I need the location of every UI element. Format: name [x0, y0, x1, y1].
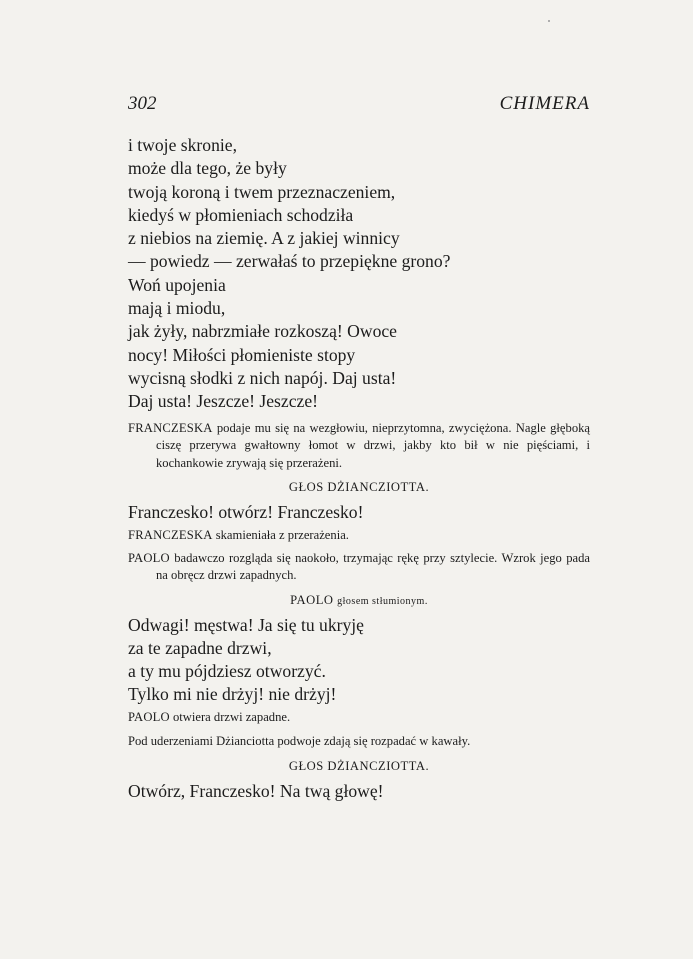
stage-direction	[128, 527, 590, 545]
verse-block	[128, 501, 590, 524]
page-number: 302	[128, 93, 157, 114]
verse-line: Otwórz, Franczesko! Na twą głowę!	[128, 781, 384, 802]
page-speck	[548, 20, 550, 22]
speaker-heading	[128, 480, 590, 495]
verse-line: z niebios na ziemię. A z jakiej winnicy	[128, 228, 400, 249]
verse-line: a ty mu pójdziesz otworzyć.	[128, 660, 326, 681]
verse-line: nocy! Miłości płomieniste stopy	[128, 344, 356, 365]
verse-line: Odwagi! męstwa! Ja się tu ukryję	[128, 614, 364, 635]
verse-block	[128, 780, 590, 803]
verse-line: kiedyś w płomieniach schodziła	[128, 204, 354, 225]
stage-direction	[128, 709, 590, 727]
stage-direction	[128, 733, 590, 751]
page-header	[128, 93, 590, 117]
verse-line: za te zapadne drzwi,	[128, 637, 272, 658]
running-title: CHIMERA	[499, 93, 590, 114]
verse-line: Woń upojenia	[128, 274, 226, 295]
verse-block	[128, 134, 590, 414]
speaker-name: GŁOS DŻIANCZIOTTA.	[288, 480, 430, 495]
verse-line: twoją koroną i twem przeznaczeniem,	[128, 181, 396, 202]
verse-line: Franczesko! otwórz! Franczesko!	[128, 502, 364, 523]
stage-direction	[128, 550, 590, 585]
verse-line: jak żyły, nabrzmiałe rozkoszą! Owoce	[128, 321, 397, 342]
verse-line: — powiedz — zerwałaś to przepiękne grono?	[128, 251, 451, 272]
speaker-heading	[128, 593, 590, 608]
speaker-heading	[128, 759, 590, 774]
verse-line: Tylko mi nie drżyj! nie drżyj!	[128, 683, 337, 704]
speaker-name: FRANCZESKA	[128, 528, 213, 543]
verse-block	[128, 614, 590, 706]
verse-line: może dla tego, że były	[128, 158, 287, 179]
stage-text: Pod uderzeniami Dżianciotta podwoje zdają się rozpadać w kawały.	[128, 733, 471, 748]
stage-text: skamieniała z przerażenia.	[215, 528, 349, 543]
stage-direction	[128, 420, 590, 473]
page-body	[128, 134, 590, 803]
speaker-name: PAOLO	[128, 710, 170, 725]
speaker-name: PAOLO	[290, 592, 334, 607]
speaker-name: FRANCZESKA	[128, 420, 213, 435]
stage-text: podaje mu się na wezgłowiu, nieprzytomna, zwyciężona. Nagle głęboką ciszę przerywa gwałtowny łomot w drzwi, jakby kto bił w nie pięściami, i kochankowie zrywają się przerażeni.	[156, 420, 590, 470]
verse-line: mają i miodu,	[128, 298, 226, 319]
stage-text: badawczo rozgląda się naokoło, trzymając rękę przy sztylecie. Wzrok jego pada na obręcz drzwi zapadnych.	[156, 550, 590, 583]
speaker-note: głosem stłumionym.	[337, 595, 428, 607]
stage-text: otwiera drzwi zapadne.	[172, 710, 291, 725]
verse-line: i twoje skronie,	[128, 135, 237, 155]
verse-line: Daj usta! Jeszcze! Jeszcze!	[128, 391, 318, 412]
speaker-name: GŁOS DŻIANCZIOTTA.	[288, 759, 430, 774]
speaker-name: PAOLO	[128, 550, 170, 565]
verse-line: wycisną słodki z nich napój. Daj usta!	[128, 367, 397, 388]
